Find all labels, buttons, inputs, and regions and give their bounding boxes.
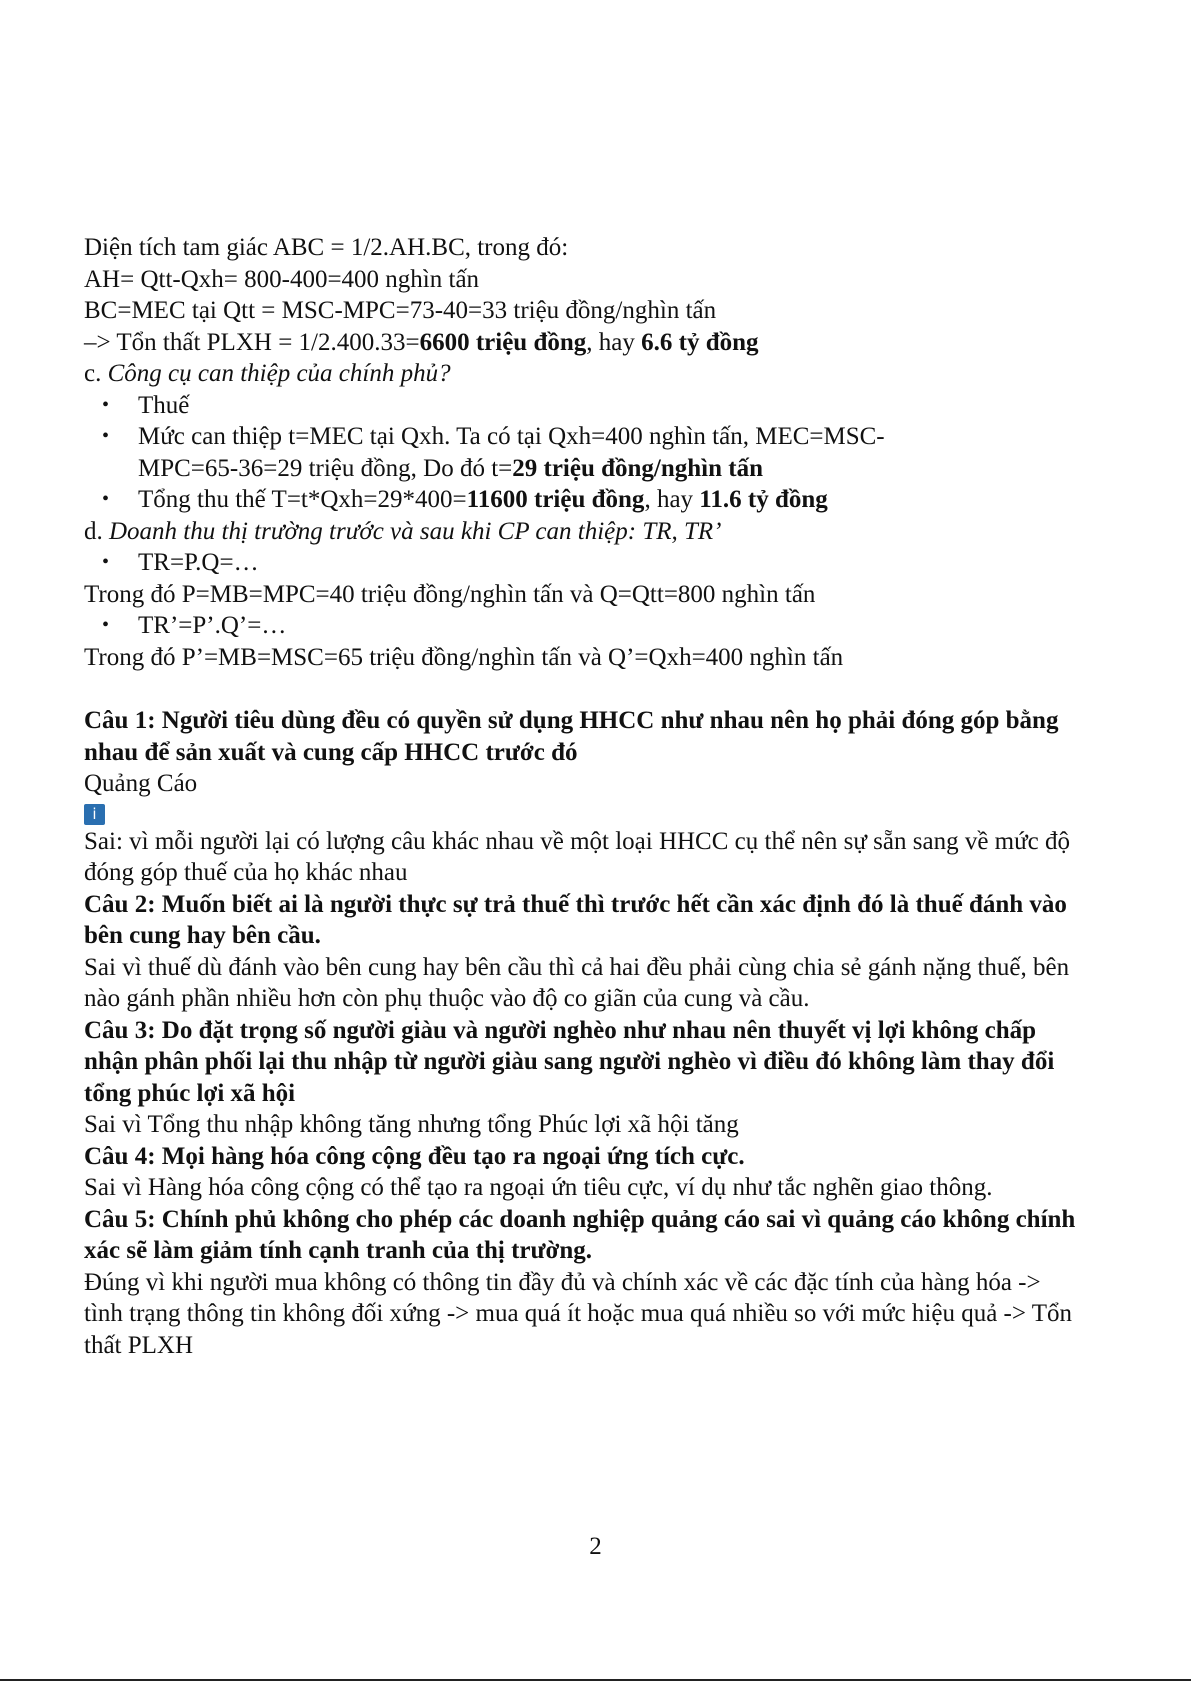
text-line: AH= Qtt-Qxh= 800-400=400 nghìn tấn xyxy=(84,265,480,293)
list-item: • TR=P.Q=… xyxy=(84,547,1084,579)
text-span: –> Tổn thất PLXH = 1/2.400.33= xyxy=(84,328,420,356)
section-c-list xyxy=(84,390,1084,516)
text-line: Trong đó P=MB=MPC=40 triệu đồng/nghìn tấn và Q=Qtt=800 nghìn tấn xyxy=(84,580,816,608)
page-number: 2 xyxy=(589,1533,602,1560)
text-span: , hay xyxy=(586,328,642,356)
section-title: Doanh thu thị trường trước và sau khi CP can thiệp: TR, TR’ xyxy=(109,517,722,545)
section-d-heading xyxy=(84,516,1084,548)
answer-1-block xyxy=(84,804,1084,889)
bold-value: 6600 triệu đồng xyxy=(419,328,587,356)
footer-divider xyxy=(0,1679,1191,1681)
question-5: Câu 5: Chính phủ không cho phép các doanh nghiệp quảng cáo sai vì quảng cáo không chính xác sẽ làm giảm tính cạnh tranh của thị trường. xyxy=(84,1205,1076,1264)
answer-4: Sai vì Hàng hóa công cộng có thể tạo ra ngoại ứn tiêu cực, ví dụ như tắc nghẽn giao thông. xyxy=(84,1174,993,1201)
answer-1: Sai: vì mỗi người lại có lượng câu khác nhau về một loại HHCC cụ thể nên sự sẵn sang về mức độ đóng góp thuế của họ khác nhau xyxy=(84,827,1071,886)
section-title: Công cụ can thiệp của chính phủ? xyxy=(107,360,451,387)
answer-2: Sai vì thuế dù đánh vào bên cung hay bên cầu thì cả hai đều phải cùng chia sẻ gánh nặng thuế, bên nào gánh phần nhiều hơn còn phụ thuộc vào độ co giãn của cung và cầu. xyxy=(84,953,1070,1012)
bold-value: 29 triệu đồng/nghìn tấn xyxy=(512,454,764,482)
text-line: Diện tích tam giác ABC = 1/2.AH.BC, trong đó: xyxy=(84,234,569,261)
section-d-list-2 xyxy=(84,610,1084,642)
answer-5: Đúng vì khi người mua không có thông tin đầy đủ và chính xác về các đặc tính của hàng hóa -> tình trạng thông tin không đối xứng -> mua quá ít hoặc mua quá nhiều so với mức hiệu quả -> Tổn thất PLXH xyxy=(84,1268,1073,1359)
info-icon[interactable]: i xyxy=(84,804,105,825)
question-3: Câu 3: Do đặt trọng số người giàu và người nghèo như nhau nên thuyết vị lợi không chấp nhận phân phối lại thu nhập từ người giàu sang người nghèo vì điều đó không làm thay đổi tổng phúc lợi xã hội xyxy=(84,1016,1055,1107)
bold-value: 11.6 tỷ đồng xyxy=(699,486,828,513)
loss-line xyxy=(84,327,1084,359)
ad-label: Quảng Cáo xyxy=(84,770,198,797)
question-1: Câu 1: Người tiêu dùng đều có quyền sử dụng HHCC như nhau nên họ phải đóng góp bằng nhau để sản xuất và cung cấp HHCC trước đó xyxy=(84,707,1059,766)
section-label: d. xyxy=(84,517,109,545)
text-line: Trong đó P’=MB=MSC=65 triệu đồng/nghìn tấn và Q’=Qxh=400 nghìn tấn xyxy=(84,643,844,671)
list-item: • TR’=P’.Q’=… xyxy=(84,610,1084,642)
text-span: Mức can thiệp t=MEC tại Qxh. Ta có tại Qxh=400 nghìn tấn, MEC=MSC-MPC=65-36=29 triệu đồng, Do đó t= xyxy=(138,423,885,482)
question-2: Câu 2: Muốn biết ai là người thực sự trả thuế thì trước hết cần xác định đó là thuế đánh vào bên cung hay bên cầu. xyxy=(84,890,1067,949)
answer-3: Sai vì Tổng thu nhập không tăng nhưng tổng Phúc lợi xã hội tăng xyxy=(84,1111,739,1138)
section-d-list-1 xyxy=(84,547,1084,579)
section-label: c. xyxy=(84,360,108,387)
document-page xyxy=(84,232,1084,1361)
text-span: Tổng thu thế T=t*Qxh=29*400= xyxy=(138,486,467,513)
list-item: • Thuế xyxy=(84,390,1084,422)
list-item xyxy=(84,421,958,484)
bold-value: 6.6 tỷ đồng xyxy=(641,328,759,356)
section-c-heading xyxy=(84,358,1084,390)
text-line: BC=MEC tại Qtt = MSC-MPC=73-40=33 triệu đồng/nghìn tấn xyxy=(84,297,717,324)
list-item xyxy=(84,484,1084,516)
text-span: , hay xyxy=(644,486,700,513)
bold-value: 11600 triệu đồng xyxy=(466,486,645,513)
question-4: Câu 4: Mọi hàng hóa công cộng đều tạo ra ngoại ứng tích cực. xyxy=(84,1142,745,1170)
